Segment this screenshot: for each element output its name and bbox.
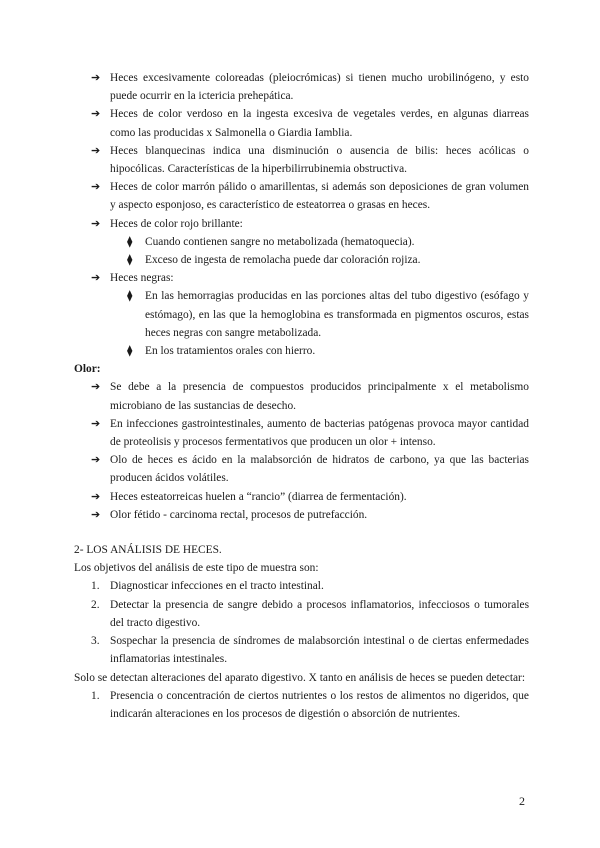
list-item-text: Heces excesivamente coloreadas (pleiocrómicas) si tienen mucho urobilinógeno, y esto puede ocurrir en la ictericia prehepática. [110, 72, 529, 103]
arrow-icon: ➔ [91, 181, 101, 194]
diamond-icon: ⧫ [127, 254, 133, 267]
list-item [74, 105, 529, 141]
list-item [74, 142, 529, 178]
list-item [74, 269, 529, 287]
sub-list-item-text: Cuando contienen sangre no metabolizada (hematoquecia). [145, 235, 415, 248]
arrow-icon: ➔ [91, 490, 101, 503]
arrow-icon: ➔ [91, 381, 101, 394]
list-item-text: Heces de color verdoso en la ingesta excesiva de vegetales verdes, en algunas diarreas como las producidas x Salmonella o Giardia Iamblia. [110, 108, 529, 139]
list-item-text: Olor fétido - carcinoma rectal, procesos de putrefacción. [110, 508, 368, 521]
page-content [74, 69, 529, 723]
list-item-text: Heces negras: [110, 272, 174, 285]
numbered-item-text: Presencia o concentración de ciertos nutrientes o los restos de alimentos no digeridos, que indicarán alteraciones en los procesos de digestión o absorción de nutrientes. [110, 689, 529, 720]
list-item [74, 415, 529, 451]
item-number: 1. [91, 580, 100, 593]
sub-list-item [74, 287, 529, 342]
arrow-icon: ➔ [91, 144, 101, 157]
arrow-icon: ➔ [91, 108, 101, 121]
olor-list [74, 378, 529, 524]
arrow-icon: ➔ [91, 217, 101, 230]
list-item-text: Heces esteatorreicas huelen a “rancio” (diarrea de fermentación). [110, 490, 407, 503]
arrow-icon: ➔ [91, 72, 101, 84]
list-item-text: Heces de color rojo brillante: [110, 217, 243, 230]
list-item-text: Heces blanquecinas indica una disminución o ausencia de bilis: heces acólicas o hipocólicas. Características de la hiperbilirrubinemia obstructiva. [110, 144, 529, 176]
list-item-text: Olo de heces es ácido en la malabsorción de hidratos de carbono, ya que las bacterias producen ácidos volátiles. [110, 454, 529, 485]
arrow-icon: ➔ [91, 417, 101, 430]
detect-intro: Solo se detectan alteraciones del aparato digestivo. X tanto en análisis de heces se pueden detectar: [74, 671, 526, 684]
numbered-item [74, 632, 529, 668]
item-number: 3. [91, 635, 100, 648]
section-intro: Los objetivos del análisis de este tipo de muestra son: [74, 562, 319, 575]
numbered-item-text: Diagnosticar infecciones en el tracto intestinal. [110, 580, 324, 593]
numbered-item [74, 596, 529, 632]
diamond-icon: ⧫ [127, 345, 133, 358]
diamond-icon: ⧫ [127, 290, 133, 303]
sub-list-item [74, 251, 529, 269]
item-number: 2. [91, 598, 100, 611]
sub-list-item [74, 233, 529, 251]
list-item [74, 215, 529, 233]
list-item [74, 488, 529, 506]
list-item [74, 506, 529, 524]
numbered-item [74, 687, 529, 723]
list-item [74, 69, 529, 105]
list-item-text: Heces de color marrón pálido o amarillentas, si además son deposiciones de gran volumen y aspecto esponjoso, es característico de esteatorrea o grasas en heces. [110, 181, 529, 212]
list-item [74, 378, 529, 414]
sub-list-item-text: En las hemorragias producidas en las porciones altas del tubo digestivo (esófago y estómago), en las que la hemoglobina es transformada en pigmentos oscuros, estas heces negras con sangre metabolizada. [145, 290, 529, 339]
sub-list-item-text: En los tratamientos orales con hierro. [145, 345, 316, 358]
arrow-icon: ➔ [91, 508, 101, 521]
list-item-text: En infecciones gastrointestinales, aumento de bacterias patógenas provoca mayor cantidad de proteolisis y procesos fermentativos que producen un olor + intenso. [110, 417, 529, 449]
item-number: 1. [91, 689, 100, 702]
olor-heading: Olor: [74, 363, 101, 376]
arrow-icon: ➔ [91, 272, 101, 285]
section-title: 2- LOS ANÁLISIS DE HECES. [74, 544, 222, 557]
color-list [74, 69, 529, 360]
numbered-item-text: Detectar la presencia de sangre debido a procesos inflamatorios, infecciosos o tumorales del tracto digestivo. [110, 598, 529, 629]
arrow-icon: ➔ [91, 454, 101, 467]
page-number: 2 [519, 794, 525, 808]
sub-list-item [74, 342, 529, 360]
objectives-list [74, 577, 529, 668]
diamond-icon: ⧫ [127, 235, 133, 248]
list-item [74, 451, 529, 487]
numbered-item [74, 577, 529, 595]
sub-list-item-text: Exceso de ingesta de remolacha puede dar coloración rojiza. [145, 254, 421, 267]
numbered-item-text: Sospechar la presencia de síndromes de malabsorción intestinal o de ciertas enfermedades inflamatorias intestinales. [110, 635, 529, 666]
list-item [74, 178, 529, 214]
detect-list [74, 687, 529, 723]
list-item-text: Se debe a la presencia de compuestos producidos principalmente x el metabolismo microbiano de las sustancias de desecho. [110, 381, 529, 412]
